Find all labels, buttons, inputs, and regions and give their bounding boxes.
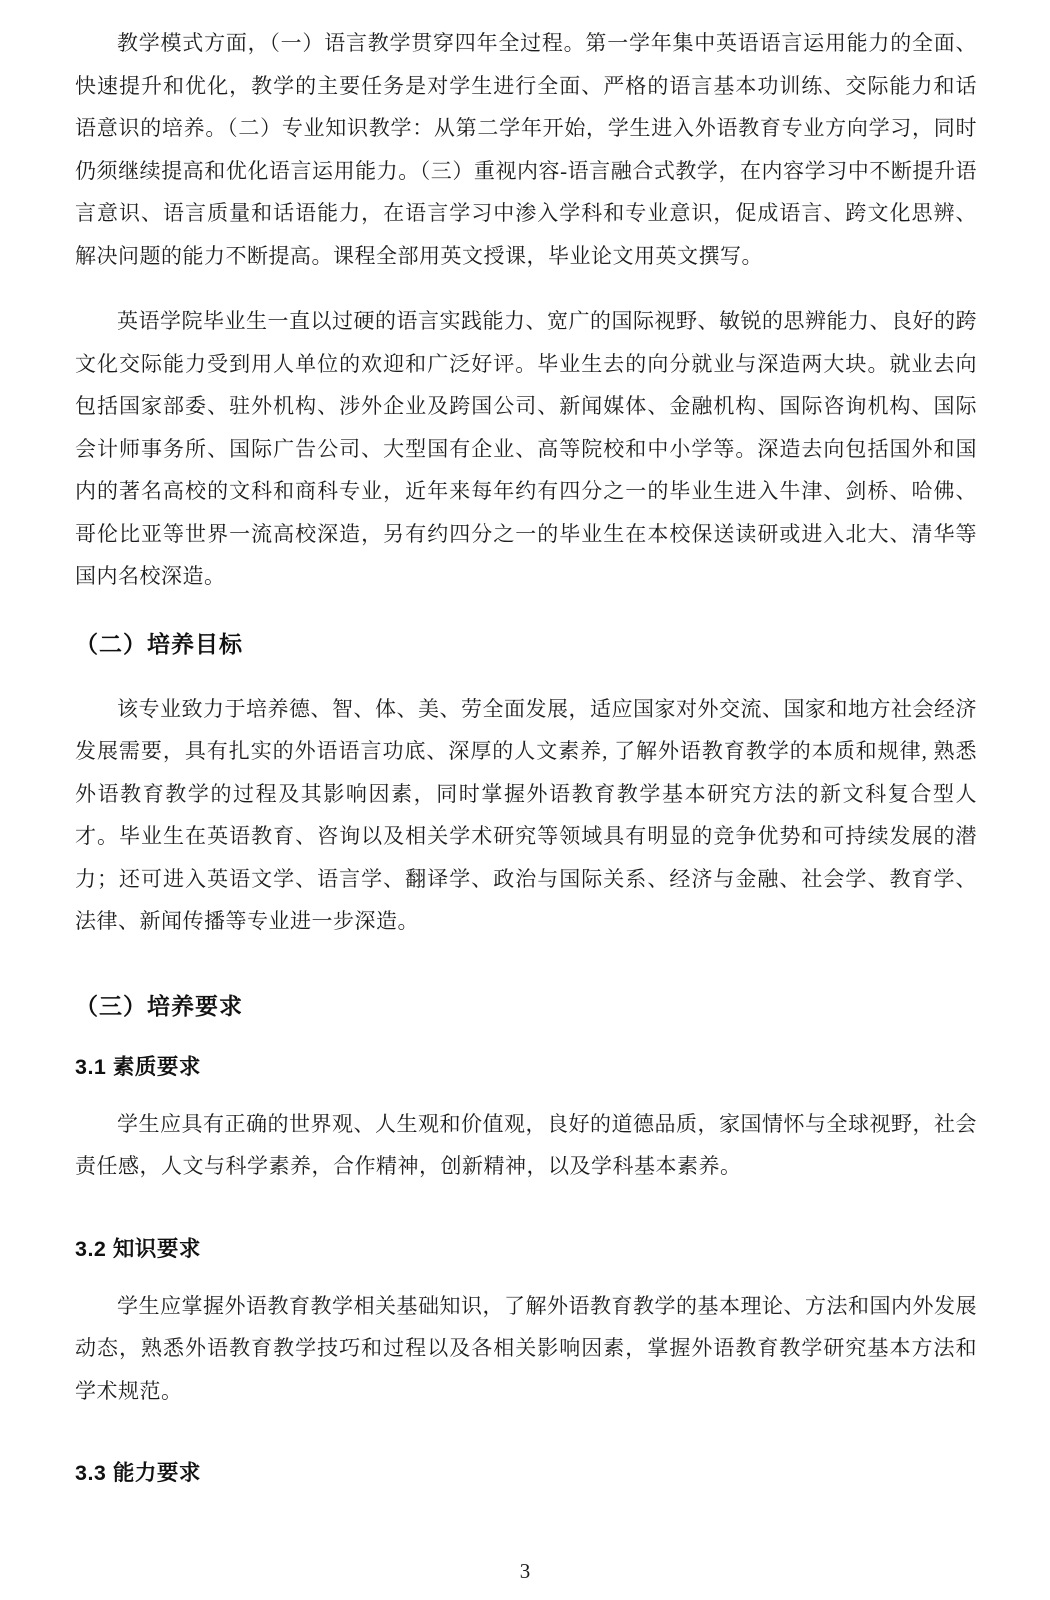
paragraph-graduates-outcomes: 英语学院毕业生一直以过硬的语言实践能力、宽广的国际视野、敏锐的思辨能力、良好的跨文化交际能力受到用人单位的欢迎和广泛好评。毕业生去的向分就业与深造两大块。就业去向包括国家部委、驻外机构、涉外企业及跨国公司、新闻媒体、金融机构、国际咨询机构、国际会计师事务所、国际广告公司、大型国有企业、高等院校和中小学等。深造去向包括国外和国内的著名高校的文科和商科专业，近年来每年约有四分之一的毕业生进入牛津、剑桥、哈佛、哥伦比亚等世界一流高校深造，另有约四分之一的毕业生在本校保送读研或进入北大、清华等国内名校深造。 xyxy=(75,309,977,588)
heading-ability-requirements: 3.3 能力要求 xyxy=(75,1461,201,1485)
paragraph-knowledge-requirements: 学生应掌握外语教育教学相关基础知识，了解外语教育教学的基本理论、方法和国内外发展动态，熟悉外语教育教学技巧和过程以及各相关影响因素，掌握外语教育教学研究基本方法和学术规范。 xyxy=(75,1293,977,1403)
heading-training-requirements: （三）培养要求 xyxy=(75,992,243,1019)
heading-quality-requirements: 3.1 素质要求 xyxy=(75,1054,201,1079)
paragraph-teaching-mode: 教学模式方面，（一）语言教学贯穿四年全过程。第一学年集中英语语言运用能力的全面、快速提升和优化，教学的主要任务是对学生进行全面、严格的语言基本功训练、交际能力和话语意识的培养。（二）专业知识教学：从第二学年开始，学生进入外语教育专业方向学习，同时仍须继续提高和优化语言运用能力。（三）重视内容-语言融合式教学，在内容学习中不断提升语言意识、语言质量和话语能力，在语言学习中渗入学科和专业意识，促成语言、跨文化思辨、解决问题的能力不断提高。课程全部用英文授课，毕业论文用英文撰写。 xyxy=(75,31,977,268)
heading-training-goal: （二）培养目标 xyxy=(75,630,243,657)
paragraph-quality-requirements: 学生应具有正确的世界观、人生观和价值观，良好的道德品质，家国情怀与全球视野，社会责任感，人文与科学素养，合作精神，创新精神，以及学科基本素养。 xyxy=(75,1111,977,1178)
page-number: 3 xyxy=(519,1559,531,1583)
paragraph-training-goal: 该专业致力于培养德、智、体、美、劳全面发展，适应国家对外交流、国家和地方社会经济发展需要，具有扎实的外语语言功底、深厚的人文素养, 了解外语教育教学的本质和规律, 熟悉外语教育教学的过程及其影响因素，同时掌握外语教育教学基本研究方法的新文科复合型人才。毕业生在英语教育、咨询以及相关学术研究等领域具有明显的竞争优势和可持续发展的潜力；还可进入英语文学、语言学、翻译学、政治与国际关系、经济与金融、社会学、教育学、法律、新闻传播等专业进一步深造。 xyxy=(75,696,977,933)
heading-knowledge-requirements: 3.2 知识要求 xyxy=(75,1236,201,1261)
